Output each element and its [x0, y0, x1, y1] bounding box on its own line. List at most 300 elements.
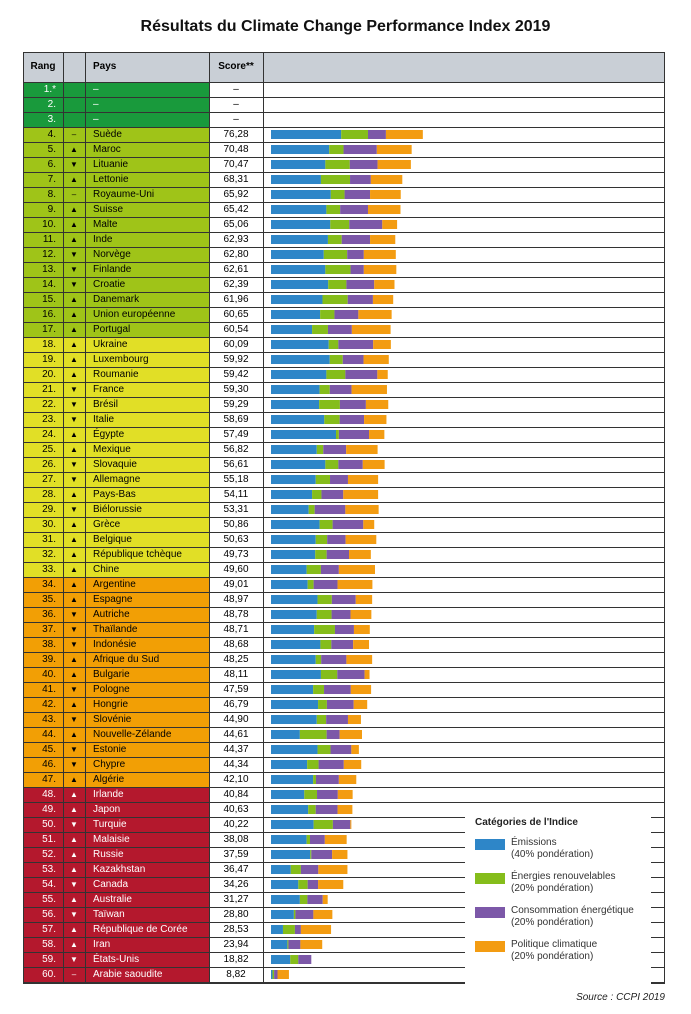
bar-segment	[271, 460, 325, 469]
country-cell: République tchèque	[93, 549, 182, 560]
bar-segment	[350, 820, 351, 829]
bar-segment	[330, 355, 343, 364]
country-cell: Malte	[93, 219, 118, 230]
country-cell: Suisse	[93, 204, 124, 215]
trend-cell: ▲	[70, 805, 78, 814]
bar-segment	[278, 970, 289, 979]
trend-cell: ▲	[70, 835, 78, 844]
score-cell: 36,47	[223, 864, 249, 875]
bar-segment	[304, 790, 317, 799]
trend-cell: ▼	[70, 685, 78, 694]
trend-cell: ▼	[70, 820, 78, 829]
bar-segment	[271, 325, 312, 334]
bar-segment	[326, 370, 345, 379]
score-cell: 50,86	[223, 519, 249, 530]
bar-segment	[339, 565, 375, 574]
bar-segment	[344, 760, 361, 769]
bar-segment	[369, 430, 384, 439]
bar-segment	[271, 880, 298, 889]
bar-segment	[339, 430, 369, 439]
country-cell: Italie	[93, 414, 115, 425]
bar-segment	[316, 805, 338, 814]
bar-segment	[321, 490, 343, 499]
bar-segment	[271, 145, 329, 154]
country-cell: Slovénie	[93, 714, 132, 725]
country-cell: Allemagne	[93, 474, 141, 485]
bar-segment	[339, 775, 356, 784]
bar-segment	[313, 910, 332, 919]
bar-segment	[271, 370, 326, 379]
bar-segment	[318, 865, 347, 874]
bar-segment	[271, 850, 310, 859]
legend-weight: (20% pondération)	[511, 917, 594, 928]
country-cell: Argentine	[93, 579, 136, 590]
bar-segment	[354, 700, 368, 709]
bar-segment	[271, 220, 330, 229]
rank-cell: 7.	[47, 174, 56, 185]
score-cell: 48,68	[223, 639, 249, 650]
score-cell: 70,47	[223, 159, 249, 170]
score-cell: 48,78	[223, 609, 249, 620]
rank-cell: 34.	[42, 579, 56, 590]
bar-segment	[271, 700, 318, 709]
bar-segment	[324, 415, 339, 424]
bar-segment	[327, 700, 354, 709]
bar-segment	[330, 220, 349, 229]
rank-cell: 28.	[42, 489, 56, 500]
bar-segment	[271, 535, 316, 544]
country-cell: Japon	[93, 804, 121, 815]
bar-segment	[373, 340, 391, 349]
rank-cell: 18.	[42, 339, 56, 350]
bar-segment	[271, 340, 329, 349]
bar-segment	[271, 505, 309, 514]
legend-swatch-renewables	[475, 873, 505, 884]
country-cell: Biélorussie	[93, 504, 142, 515]
score-cell: 50,63	[223, 534, 249, 545]
trend-cell: ▼	[70, 385, 78, 394]
rank-cell: 35.	[42, 594, 56, 605]
bar-segment	[331, 640, 353, 649]
bar-segment	[308, 580, 314, 589]
bar-segment	[365, 670, 370, 679]
bar-segment	[342, 235, 370, 244]
bar-segment	[320, 640, 331, 649]
legend-item-energy-use	[475, 905, 645, 939]
country-cell: Union européenne	[93, 309, 176, 320]
country-cell: –	[93, 84, 99, 95]
country-cell: Malaisie	[93, 834, 130, 845]
legend	[465, 810, 651, 995]
bar-segment	[340, 400, 366, 409]
bar-segment	[317, 790, 338, 799]
bar-segment	[271, 760, 307, 769]
bar-segment	[321, 670, 337, 679]
score-cell: 53,31	[223, 504, 249, 515]
score-cell: 46,79	[223, 699, 249, 710]
bar-segment	[271, 550, 315, 559]
rank-cell: 1.*	[43, 84, 56, 95]
bar-segment	[298, 880, 307, 889]
country-cell: Luxembourg	[93, 354, 149, 365]
bar-segment	[358, 310, 391, 319]
bar-segment	[300, 940, 322, 949]
score-cell: 55,18	[223, 474, 249, 485]
bar-segment	[271, 190, 331, 199]
bar-segment	[343, 355, 364, 364]
trend-cell: ▲	[70, 220, 78, 229]
score-cell: 44,90	[223, 714, 249, 725]
trend-cell: ▲	[70, 310, 78, 319]
bar-segment	[331, 190, 345, 199]
trend-cell: ▲	[70, 445, 78, 454]
rank-cell: 12.	[42, 249, 56, 260]
legend-label: Énergies renouvelables	[511, 871, 616, 882]
country-cell: Nouvelle-Zélande	[93, 729, 172, 740]
country-cell: Ukraine	[93, 339, 128, 350]
country-cell: Suède	[93, 129, 122, 140]
rank-cell: 55.	[42, 894, 56, 905]
score-cell: 59,29	[223, 399, 249, 410]
rank-cell: 40.	[42, 669, 56, 680]
bar-segment	[350, 160, 378, 169]
bar-segment	[271, 835, 307, 844]
score-cell: 59,42	[223, 369, 249, 380]
score-cell: 49,01	[223, 579, 249, 590]
country-cell: Arabie saoudite	[93, 969, 163, 980]
trend-cell: ▼	[70, 625, 78, 634]
trend-cell: ▲	[70, 670, 78, 679]
bar-segment	[338, 790, 353, 799]
score-cell: 59,92	[223, 354, 249, 365]
bar-segment	[340, 730, 362, 739]
bar-segment	[295, 910, 313, 919]
bar-segment	[271, 295, 322, 304]
bar-segment	[271, 520, 320, 529]
score-cell: –	[233, 99, 239, 110]
country-cell: Iran	[93, 939, 111, 950]
legend-label: Politique climatique	[511, 939, 598, 950]
bar-segment	[318, 700, 327, 709]
bar-segment	[377, 145, 412, 154]
score-cell: 47,59	[223, 684, 249, 695]
bar-segment	[320, 520, 333, 529]
rank-cell: 5.	[47, 144, 56, 155]
trend-cell: ▼	[70, 460, 78, 469]
bar-segment	[310, 850, 311, 859]
rank-cell: 50.	[42, 819, 56, 830]
trend-cell: ▼	[70, 400, 78, 409]
rank-cell: 11.	[42, 234, 56, 245]
source-note: Source : CCPI 2019	[576, 992, 665, 1003]
rank-cell: 44.	[42, 729, 56, 740]
bar-segment	[353, 640, 369, 649]
trend-cell: ▲	[70, 730, 78, 739]
bar-segment	[271, 805, 308, 814]
country-cell: Lituanie	[93, 159, 129, 170]
bar-segment	[283, 925, 295, 934]
legend-weight: (40% pondération)	[511, 849, 594, 860]
country-cell: Indonésie	[93, 639, 137, 650]
country-cell: Belgique	[93, 534, 132, 545]
bar-segment	[325, 835, 347, 844]
bar-segment	[345, 505, 378, 514]
bar-segment	[311, 850, 332, 859]
trend-cell: ▲	[70, 235, 78, 244]
rank-cell: 25.	[42, 444, 56, 455]
bar-segment	[317, 610, 332, 619]
legend-item-renewables	[475, 871, 645, 905]
country-cell: Chine	[93, 564, 120, 575]
bar-segment	[273, 970, 275, 979]
bar-segment	[344, 145, 377, 154]
bar-segment	[320, 385, 330, 394]
trend-cell: ▲	[70, 370, 78, 379]
trend-cell	[63, 97, 85, 112]
rank-cell: 49.	[42, 804, 56, 815]
trend-cell: ▲	[70, 940, 78, 949]
bar-segment	[329, 340, 339, 349]
bar-segment	[318, 745, 331, 754]
bar-segment	[271, 610, 317, 619]
trend-cell: ▼	[70, 505, 78, 514]
trend-cell: ▲	[70, 925, 78, 934]
country-cell: République de Corée	[93, 924, 188, 935]
bar-segment	[288, 940, 300, 949]
country-cell: Taïwan	[93, 909, 125, 920]
rank-cell: 36.	[42, 609, 56, 620]
bar-segment	[386, 130, 423, 139]
score-cell: 60,09	[223, 339, 249, 350]
rank-cell: 29.	[42, 504, 56, 515]
bar-segment	[330, 475, 348, 484]
bar-segment	[312, 490, 321, 499]
bar-segment	[363, 520, 374, 529]
score-cell: 62,80	[223, 249, 249, 260]
score-cell: 48,71	[223, 624, 249, 635]
country-cell: Croatie	[93, 279, 126, 290]
rank-cell: 30.	[42, 519, 56, 530]
bar-segment	[332, 595, 356, 604]
bar-segment	[316, 775, 339, 784]
rank-cell: 9.	[47, 204, 56, 215]
rank-cell: 45.	[42, 744, 56, 755]
rank-cell: 58.	[42, 939, 56, 950]
legend-label: Consommation énergétique	[511, 905, 634, 916]
bar-segment	[315, 550, 326, 559]
bar-segment	[352, 325, 391, 334]
bar-segment	[351, 610, 372, 619]
score-cell: 62,39	[223, 279, 249, 290]
bar-segment	[271, 820, 314, 829]
rank-cell: 23.	[42, 414, 56, 425]
score-cell: 44,61	[223, 729, 249, 740]
score-cell: 44,37	[223, 744, 249, 755]
bar-segment	[325, 160, 349, 169]
bar-segment	[364, 265, 397, 274]
bar-segment	[322, 295, 347, 304]
bar-segment	[329, 145, 343, 154]
bar-segment	[271, 775, 313, 784]
rank-cell: 33.	[42, 564, 56, 575]
score-cell: 48,97	[223, 594, 249, 605]
bar-segment	[271, 280, 328, 289]
bar-segment	[307, 565, 321, 574]
country-cell: Espagne	[93, 594, 133, 605]
trend-cell: ▼	[70, 910, 78, 919]
bar-segment	[307, 760, 318, 769]
bar-segment	[307, 835, 310, 844]
bar-segment	[316, 655, 321, 664]
bar-segment	[334, 310, 358, 319]
bar-segment	[341, 130, 368, 139]
header-rank: Rang	[30, 61, 56, 72]
bar-segment	[271, 175, 321, 184]
bar-segment	[290, 955, 298, 964]
bar-segment	[321, 175, 350, 184]
bar-segment	[332, 850, 347, 859]
trend-cell: ▲	[70, 520, 78, 529]
score-cell: 44,34	[223, 759, 249, 770]
country-cell: Estonie	[93, 744, 127, 755]
bar-segment	[371, 175, 402, 184]
bar-segment	[274, 970, 277, 979]
trend-cell: ▼	[70, 610, 78, 619]
trend-cell: ▲	[70, 145, 78, 154]
bar-segment	[338, 805, 353, 814]
legend-weight: (20% pondération)	[511, 951, 594, 962]
score-cell: 8,82	[226, 969, 246, 980]
trend-cell: ▲	[70, 340, 78, 349]
bar-segment	[271, 205, 326, 214]
bar-segment	[271, 865, 291, 874]
bar-segment	[271, 895, 300, 904]
bar-segment	[337, 670, 364, 679]
score-cell: 42,10	[223, 774, 249, 785]
bar-segment	[327, 535, 345, 544]
trend-cell: ▲	[70, 865, 78, 874]
score-cell: 70,48	[223, 144, 249, 155]
country-cell: France	[93, 384, 125, 395]
bar-segment	[345, 370, 377, 379]
bar-segment	[349, 220, 382, 229]
rank-cell: 26.	[42, 459, 56, 470]
bar-segment	[271, 445, 317, 454]
score-cell: 40,84	[223, 789, 249, 800]
bar-segment	[271, 580, 308, 589]
score-cell: 31,27	[223, 894, 249, 905]
score-cell: 28,53	[223, 924, 249, 935]
bar-segment	[332, 610, 351, 619]
country-cell: Portugal	[93, 324, 131, 335]
bar-segment	[370, 235, 395, 244]
trend-cell: ▼	[70, 760, 78, 769]
rank-cell: 53.	[42, 864, 56, 875]
bar-segment	[351, 745, 359, 754]
trend-cell: ▲	[70, 430, 78, 439]
country-cell: Russie	[93, 849, 124, 860]
header-country: Pays	[93, 61, 117, 72]
bar-segment	[271, 430, 336, 439]
trend-cell: ▼	[70, 160, 78, 169]
trend-cell: –	[71, 190, 77, 199]
rank-cell: 3.	[47, 114, 56, 125]
bar-segment	[319, 760, 344, 769]
legend-swatch-climate-policy	[475, 941, 505, 952]
bar-segment	[366, 400, 388, 409]
score-cell: 61,96	[223, 294, 249, 305]
trend-cell: ▼	[70, 415, 78, 424]
bar-segment	[343, 490, 378, 499]
bar-segment	[346, 280, 374, 289]
score-cell: 62,61	[223, 264, 249, 275]
bar-segment	[348, 715, 361, 724]
bar-segment	[349, 550, 371, 559]
bar-segment	[271, 925, 283, 934]
score-cell: 56,82	[223, 444, 249, 455]
bar-segment	[309, 505, 315, 514]
bar-segment	[327, 730, 340, 739]
bar-segment	[331, 745, 352, 754]
trend-cell: ▼	[70, 250, 78, 259]
trend-cell	[63, 82, 85, 97]
bar-segment	[340, 415, 364, 424]
legend-swatch-energy-use	[475, 907, 505, 918]
country-cell: Maroc	[93, 144, 121, 155]
bar-segment	[271, 595, 318, 604]
rank-cell: 15.	[42, 294, 56, 305]
bar-segment	[271, 970, 273, 979]
bar-segment	[271, 310, 320, 319]
bar-segment	[377, 370, 387, 379]
trend-cell: ▼	[70, 265, 78, 274]
score-cell: 76,28	[223, 129, 249, 140]
bar-segment	[351, 265, 364, 274]
bar-segment	[330, 385, 352, 394]
rank-cell: 10.	[42, 219, 56, 230]
rank-cell: 54.	[42, 879, 56, 890]
country-cell: Australie	[93, 894, 132, 905]
rank-cell: 24.	[42, 429, 56, 440]
country-cell: Thaïlande	[93, 624, 138, 635]
trend-cell: ▲	[70, 205, 78, 214]
header-score: Score**	[218, 61, 254, 72]
bar-segment	[324, 250, 347, 259]
bar-segment	[307, 895, 322, 904]
country-cell: Bulgarie	[93, 669, 130, 680]
trend-cell: –	[71, 970, 77, 979]
bar-segment	[310, 835, 325, 844]
rank-cell: 19.	[42, 354, 56, 365]
score-cell: 49,73	[223, 549, 249, 560]
rank-cell: 4.	[47, 129, 56, 140]
rank-cell: 51.	[42, 834, 56, 845]
score-cell: 65,06	[223, 219, 249, 230]
rank-cell: 48.	[42, 789, 56, 800]
bar-segment	[313, 775, 316, 784]
header-trend	[63, 52, 85, 82]
score-cell: 56,61	[223, 459, 249, 470]
country-cell: –	[93, 114, 99, 125]
score-cell: 28,80	[223, 909, 249, 920]
bar-segment	[382, 220, 397, 229]
rank-cell: 57.	[42, 924, 56, 935]
score-cell: 23,94	[223, 939, 249, 950]
rank-cell: 2.	[47, 99, 56, 110]
trend-cell: –	[71, 130, 77, 139]
bar-segment	[271, 415, 324, 424]
country-cell: Slovaquie	[93, 459, 137, 470]
